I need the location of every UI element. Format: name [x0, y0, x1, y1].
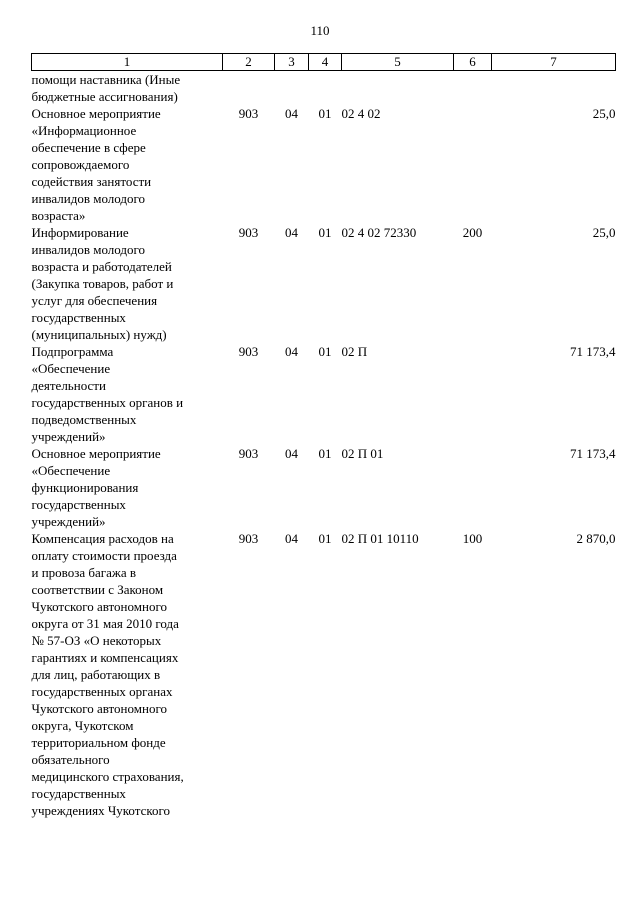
table-row	[32, 445, 616, 530]
row-name-text: помощи наставника (Иные бюджетные ассигнования)	[31, 72, 181, 104]
row-name-text: Компенсация расходов на оплату стоимости проезда и провоза багажа в соответствии с Законом Чукотского автономного округа от 31 мая 2010 года № 57-ОЗ «О некоторых гарантиях и компенсациях для лиц, работающих в государственных органах Чукотского автономного округа, Чукотском территориальном фонде обязательного медицинского страхования, государственных учреждениях Чукотского	[31, 531, 184, 818]
row-name	[32, 530, 223, 819]
row-subsection-code: 01	[318, 225, 332, 240]
header-col-1: 1	[32, 54, 223, 71]
row-section-code: 04	[285, 106, 298, 121]
row-name	[32, 343, 223, 445]
row-target-article: 02 П 01	[341, 446, 384, 461]
row-amount: 2 870,0	[576, 531, 616, 546]
row-amount: 25,0	[592, 225, 616, 240]
row-section-code: 04	[285, 531, 298, 546]
row-target-article: 02 4 02	[341, 106, 381, 121]
row-section-code: 04	[285, 446, 298, 461]
row-expense-type	[454, 71, 492, 106]
page-number: 110	[310, 23, 330, 38]
row-target-article	[342, 71, 454, 106]
row-amount: 25,0	[592, 106, 616, 121]
row-subsection-code: 01	[318, 531, 332, 546]
row-expense-type: 100	[462, 531, 483, 546]
row-ministry-code: 903	[238, 225, 259, 240]
row-amount	[492, 71, 616, 106]
header-col-7: 7	[492, 54, 616, 71]
table-row	[32, 105, 616, 224]
row-section-code: 04	[285, 225, 298, 240]
row-expense-type	[454, 343, 492, 445]
header-col-6: 6	[454, 54, 492, 71]
row-subsection-code: 01	[318, 344, 332, 359]
header-col-5: 5	[342, 54, 454, 71]
row-name-text: Подпрограмма «Обеспечение деятельности государственных органов и подведомственных учреждений»	[31, 344, 184, 444]
row-ministry-code: 903	[238, 344, 259, 359]
table-row	[32, 530, 616, 819]
row-amount: 71 173,4	[570, 446, 616, 461]
row-name-text: Основное мероприятие «Информационное обеспечение в сфере сопровождаемого содействия занятости инвалидов молодого возраста»	[31, 106, 161, 223]
row-subsection-code: 01	[318, 106, 332, 121]
header-col-4: 4	[309, 54, 342, 71]
row-name-text: Информирование инвалидов молодого возраста и работодателей (Закупка товаров, работ и услуг для обеспечения государственных (муниципальных) нужд)	[31, 225, 174, 342]
row-section-code	[275, 71, 309, 106]
row-expense-type: 200	[462, 225, 483, 240]
row-expense-type	[454, 445, 492, 530]
row-ministry-code: 903	[238, 106, 259, 121]
row-expense-type	[454, 105, 492, 224]
row-ministry-code: 903	[238, 531, 259, 546]
row-name	[32, 71, 223, 106]
row-name	[32, 105, 223, 224]
table-row	[32, 71, 616, 106]
row-name	[32, 224, 223, 343]
row-section-code: 04	[285, 344, 298, 359]
row-target-article: 02 4 02 72330	[341, 225, 417, 240]
row-name-text: Основное мероприятие «Обеспечение функционирования государственных учреждений»	[31, 446, 161, 529]
row-name	[32, 445, 223, 530]
header-col-2: 2	[223, 54, 275, 71]
table-header-row	[32, 54, 616, 71]
row-subsection-code	[309, 71, 342, 106]
row-ministry-code: 903	[238, 446, 259, 461]
row-target-article: 02 П	[341, 344, 368, 359]
row-subsection-code: 01	[318, 446, 332, 461]
header-col-3: 3	[275, 54, 309, 71]
row-ministry-code	[223, 71, 275, 106]
table-row	[32, 224, 616, 343]
row-target-article: 02 П 01 10110	[341, 531, 419, 546]
table-row	[32, 343, 616, 445]
row-amount: 71 173,4	[570, 344, 616, 359]
budget-table	[31, 53, 616, 819]
